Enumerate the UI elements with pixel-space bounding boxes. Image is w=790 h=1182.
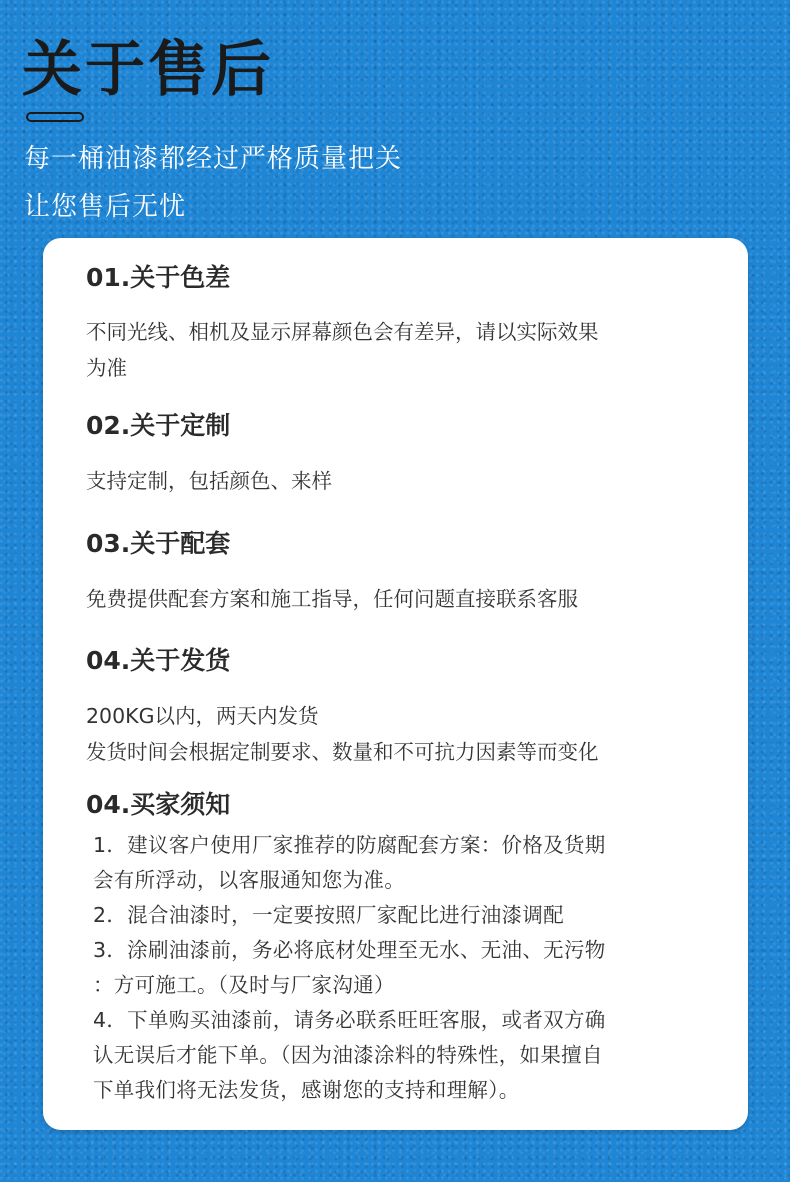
notice-line: 1．建议客户使用厂家推荐的防腐配套方案：价格及货期	[93, 833, 606, 857]
section-title-color-difference: 01.关于色差	[86, 263, 231, 292]
info-card	[43, 238, 748, 1130]
section-text-shipping-1: 200KG以内，两天内发货	[86, 704, 319, 728]
section-text-color-difference-1: 不同光线、相机及显示屏幕颜色会有差异，请以实际效果	[86, 320, 599, 344]
section-title-buyer-notice: 04.买家须知	[86, 790, 231, 819]
subtitle-line-2: 让您售后无忧	[24, 192, 187, 222]
section-text-support: 免费提供配套方案和施工指导，任何问题直接联系客服	[86, 587, 578, 611]
notice-line: 4．下单购买油漆前，请务必联系旺旺客服，或者双方确	[93, 1008, 606, 1032]
notice-line: 2．混合油漆时，一定要按照厂家配比进行油漆调配	[93, 903, 564, 927]
section-title-support: 03.关于配套	[86, 529, 231, 558]
section-title-customization: 02.关于定制	[86, 411, 231, 440]
notice-line: 3．涂刷油漆前，务必将底材处理至无水、无油、无污物	[93, 938, 606, 962]
section-title-shipping: 04.关于发货	[86, 646, 231, 675]
section-text-customization: 支持定制，包括颜色、来样	[86, 469, 332, 493]
notice-line: 会有所浮动，以客服通知您为准。	[93, 868, 405, 892]
subtitle-line-1: 每一桶油漆都经过严格质量把关	[24, 144, 403, 174]
title-underline-decoration	[26, 112, 84, 122]
section-text-shipping-2: 发货时间会根据定制要求、数量和不可抗力因素等而变化	[86, 740, 599, 764]
buyer-notice-list	[93, 828, 733, 1108]
page-title: 关于售后	[22, 35, 274, 105]
notice-line: 下单我们将无法发货，感谢您的支持和理解）。	[93, 1078, 520, 1102]
notice-line: 认无误后才能下单。（因为油漆涂料的特殊性，如果擅自	[93, 1043, 603, 1067]
notice-line: ：方可施工。（及时与厂家沟通）	[93, 973, 395, 997]
section-text-color-difference-2: 为准	[86, 356, 127, 380]
